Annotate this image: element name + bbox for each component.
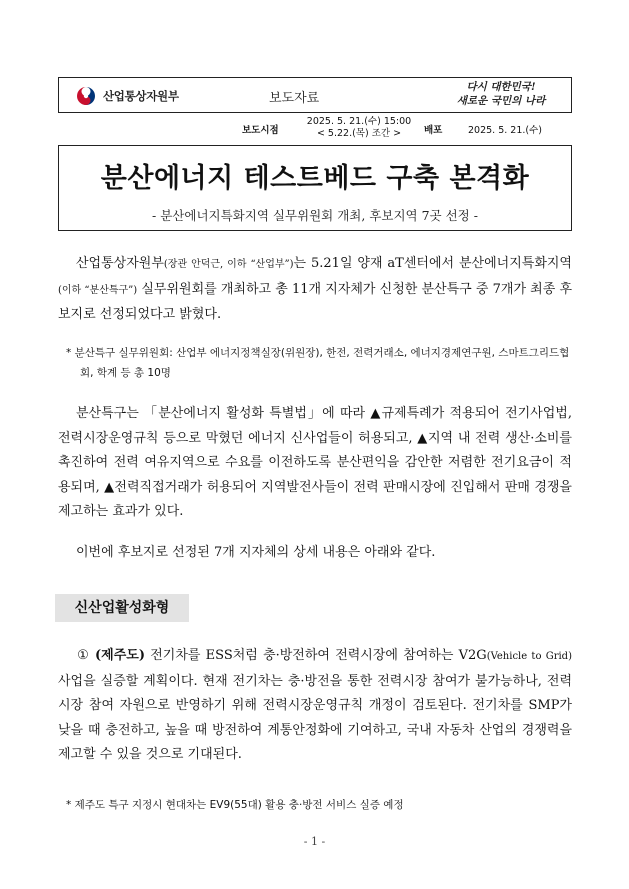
release-time-line1: 2025. 5. 21.(수) 15:00 xyxy=(306,116,412,127)
item-region: (제주도) xyxy=(95,648,146,663)
paragraph-intro: 산업통상자원부(장관 안덕근, 이하 “산업부”)는 5.21일 양재 aT센터에서 분산에너지특화지역(이하 “분산특구”) 실무위원회를 개최하고 총 11개 지자체가 신청한 분산특구 중 7개가 최종 후보지로 선정되었다고 밝혔다. xyxy=(58,256,572,322)
committee-note: * 분산특구 실무위원회: 산업부 에너지정책실장(위원장), 한전, 전력거래소, 에너지경제연구원, 스마트그리드협회, 학계 등 총 10명 xyxy=(66,347,570,379)
item-number: ① xyxy=(76,648,90,663)
release-time xyxy=(294,116,424,140)
slogan xyxy=(445,80,557,108)
item-jeju: ① (제주도) 전기차를 ESS처럼 충·방전하여 전력시장에 참여하는 V2G(Vehicle to Grid) 사업을 실증할 계획이다. 현재 전기차는 충·방전을 통한 전력시장 참여가 불가능하나, 전력시장 참여 자원으로 반영하기 위해 전력시장운영규칙 개정이 검토된다. 전기차를 SMP가 낮을 때 충전하고, 높을 때 방전하여 계통안정화에 기여하고, 국내 자동차 산업의 경쟁력을 제고할 수 있을 것으로 기대된다. xyxy=(58,648,572,762)
paragraph-special-zone: 분산특구는 「분산에너지 활성화 특별법」에 따라 ▲규제특례가 적용되어 전기사업법, 전력시장운영규칙 등으로 막혔던 에너지 신사업들이 허용되고, ▲지역 내 전력 생산·소비를 촉진하여 전력 여유지역으로 수요를 이전하도록 분산편익을 감안한 저렴한 전기요금이 적용되며, ▲전력직접거래가 허용되어 지역발전사들이 전력 판매시장에 진입해서 판매 경쟁을 제고하는 효과가 있다. xyxy=(58,406,572,519)
paragraph-candidates: 이번에 후보지로 선정된 7개 지자체의 상세 내용은 아래와 같다. xyxy=(76,545,436,560)
distribution-date: 2025. 5. 21.(수) xyxy=(468,125,542,136)
distribution-label: 배포 xyxy=(424,125,443,136)
subheadline: - 분산에너지특화지역 실무위원회 개최, 후보지역 7곳 선정 - xyxy=(152,208,478,223)
ministry-name: 산업통상자원부 xyxy=(103,89,179,103)
slogan-line2: 새로운 국민의 나라 xyxy=(456,95,546,107)
jeju-note: * 제주도 특구 지정시 현대차는 EV9(55대) 활용 충·방전 서비스 실증 예정 xyxy=(66,799,404,811)
press-header xyxy=(58,77,572,113)
headline: 분산에너지 테스트베드 구축 본격화 xyxy=(100,163,530,194)
page-number: - 1 - xyxy=(303,835,326,848)
ministry-logo xyxy=(75,84,179,108)
taegeuk-emblem-icon xyxy=(75,85,97,107)
title-box xyxy=(58,145,572,231)
release-time-label: 보도시점 xyxy=(242,125,279,136)
section-heading: 신산업활성화형 xyxy=(55,594,189,622)
press-release-label: 보도자료 xyxy=(269,91,320,106)
release-time-line2: < 5.22.(목) 조간 > xyxy=(316,128,402,139)
slogan-line1: 다시 대한민국! xyxy=(466,81,536,93)
